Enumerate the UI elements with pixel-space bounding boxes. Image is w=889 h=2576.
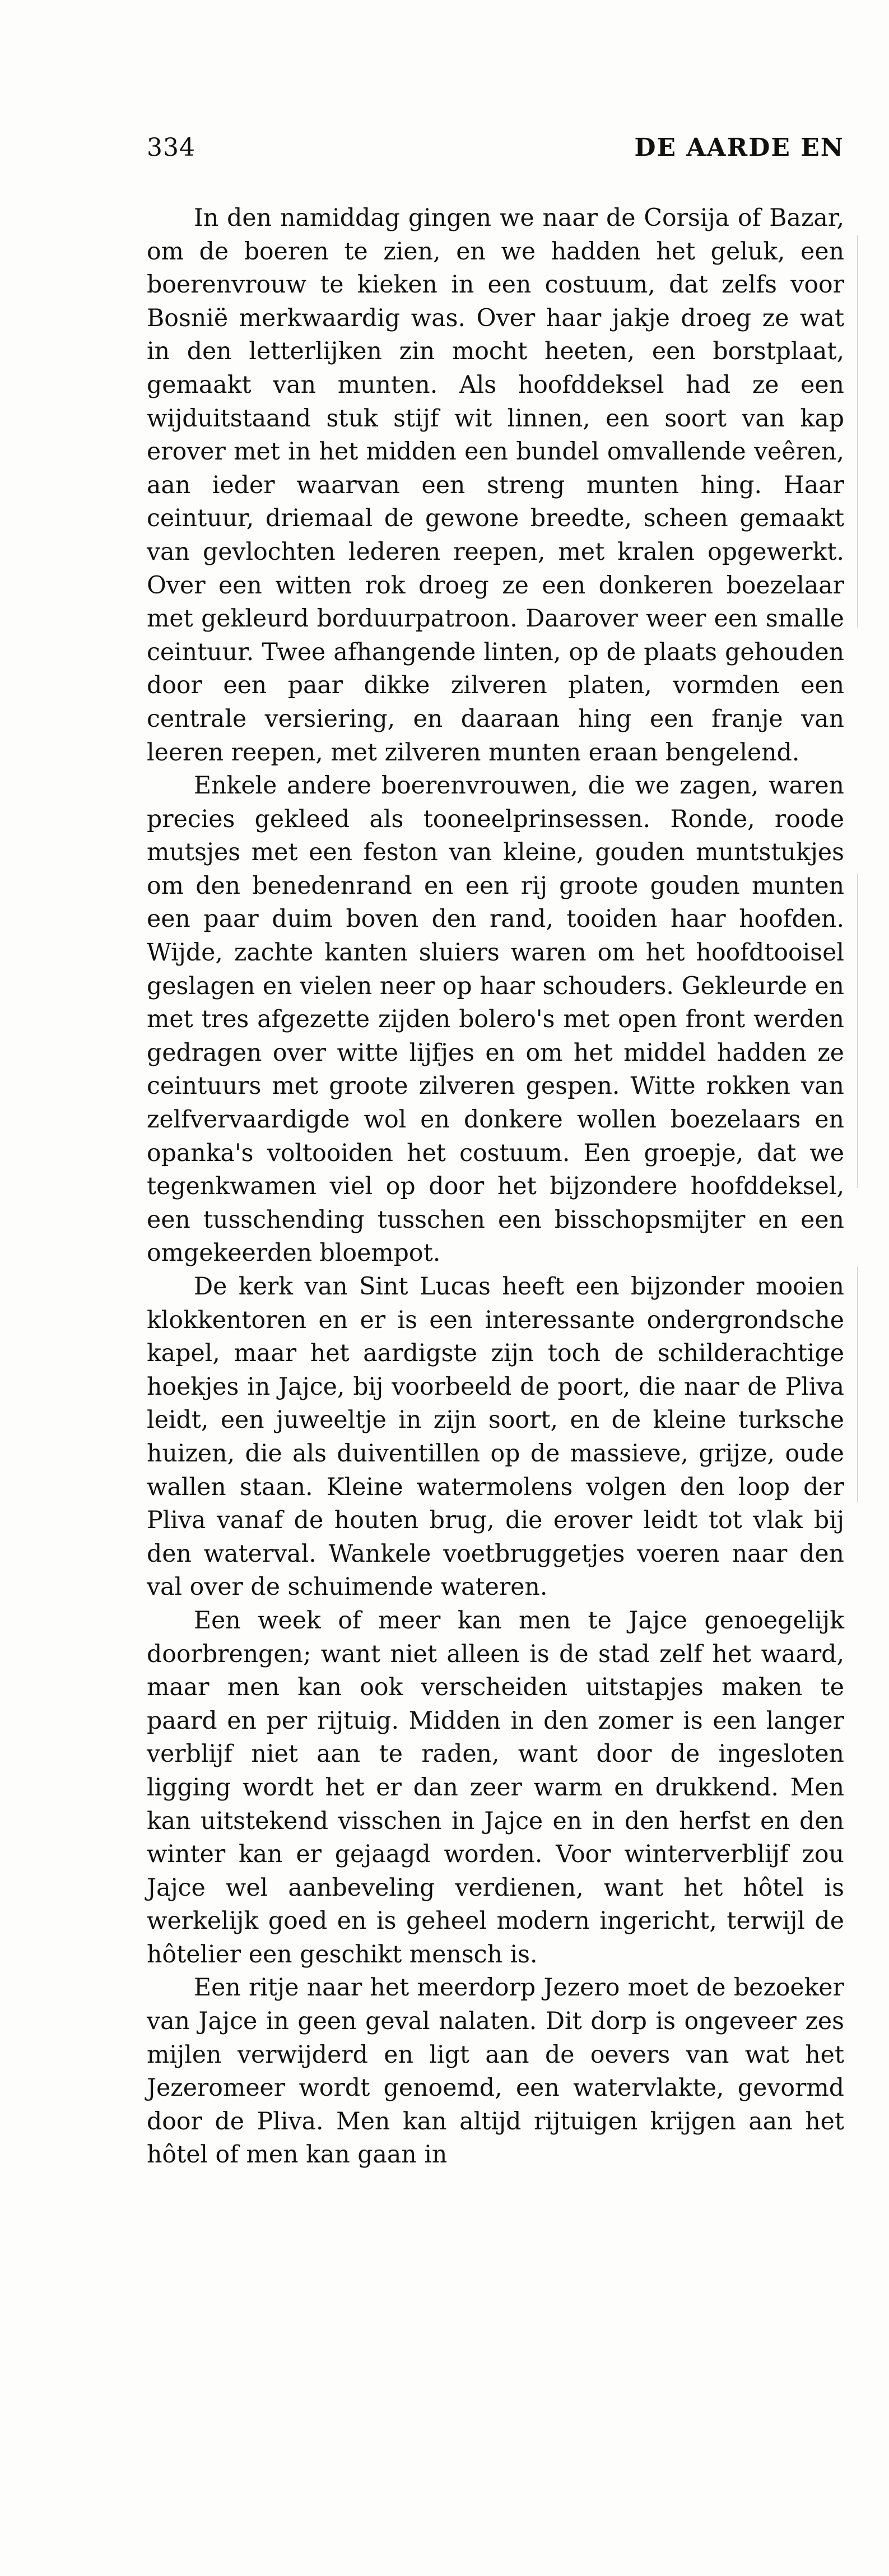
paragraph: De kerk van Sint Lucas heeft een bijzonder mooien klokkentoren en er is een interessante ondergrondsche kapel, maar het aardigste zijn toch de schilderachtige hoekjes in Jajce, bij voorbeeld de poort, die naar de Pliva leidt, een juweeltje in zijn soort, en de kleine turksche huizen, die als duiventillen op de massieve, grijze, oude wallen staan. Kleine watermolens volgen den loop der Pliva vanaf de houten brug, die erover leidt tot vlak bij den waterval. Wankele voetbruggetjes voeren naar den val over de schuimende wateren. — [147, 1273, 844, 1602]
paragraph: Een week of meer kan men te Jajce genoegelijk doorbrengen; want niet alleen is de stad zelf het waard, maar men kan ook verscheiden uitstapjes maken te paard en per rijtuig. Midden in den zomer is een langer verblijf niet aan te raden, want door de ingesloten ligging wordt het er dan zeer warm en drukkend. Men kan uitstekend visschen in Jajce en in den herfst en den winter kan er gejaagd worden. Voor winterverblijf zou Jajce wel aanbeveling verdienen, want het hôtel is werkelijk goed en is geheel modern ingericht, terwijl de hôtelier een geschikt mensch is. — [147, 1606, 844, 1969]
page-number: 334 — [147, 133, 196, 162]
paragraph: Een ritje naar het meerdorp Jezero moet de bezoeker van Jajce in geen geval nalaten. Dit dorp is ongeveer zes mijlen verwijderd en ligt aan de oevers van wat het Jezeromeer wordt genoemd, een watervlakte, gevormd door de Pliva. Men kan altijd rijtuigen krijgen aan het hôtel of men kan gaan in — [147, 1974, 844, 2169]
paragraph: In den namiddag gingen we naar de Corsija of Bazar, om de boeren te zien, en we hadden het geluk, een boerenvrouw te kieken in een costuum, dat zelfs voor Bosnië merkwaardig was. Over haar jakje droeg ze wat in den letterlijken zin mocht heeten, een borstplaat, gemaakt van munten. Als hoofddeksel had ze een wijduitstaand stuk stijf wit linnen, een soort van kap erover met in het midden een bundel omvallende veêren, aan ieder waarvan een streng munten hing. Haar ceintuur, driemaal de gewone breedte, scheen gemaakt van gevlochten lederen reepen, met kralen opgewerkt. Over een witten rok droeg ze een donkeren boezelaar met gekleurd borduurpatroon. Daarover weer een smalle ceintuur. Twee afhangende linten, op de plaats gehouden door een paar dikke zilveren platen, vormden een centrale versiering, en daaraan hing een franje van leeren reepen, met zilveren munten eraan bengelend. — [147, 204, 844, 767]
body-text — [147, 202, 844, 2172]
margin-rule — [857, 1266, 858, 1502]
margin-rule — [857, 874, 858, 1188]
margin-rule — [857, 235, 858, 628]
paragraph: Enkele andere boerenvrouwen, die we zagen, waren precies gekleed als tooneelprinsessen. Ronde, roode mutsjes met een feston van kleine, gouden muntstukjes om den benedenrand en een rij groote gouden munten een paar duim boven den rand, tooiden haar hoofden. Wijde, zachte kanten sluiers waren om het hoofdtooisel geslagen en vielen neer op haar schouders. Gekleurde en met tres afgezette zijden bolero's met open front werden gedragen over witte lijfjes en om het middel hadden ze ceintuurs met groote zilveren gespen. Witte rokken van zelfvervaardigde wol en donkere wollen boezelaars en opanka's voltooiden het costuum. Een groepje, dat we tegenkwamen viel op door het bijzondere hoofddeksel, een tusschending tusschen een bisschopsmijter en een omgekeerden bloempot. — [147, 772, 844, 1268]
running-head: DE AARDE EN — [634, 133, 844, 162]
page-header — [147, 133, 844, 173]
